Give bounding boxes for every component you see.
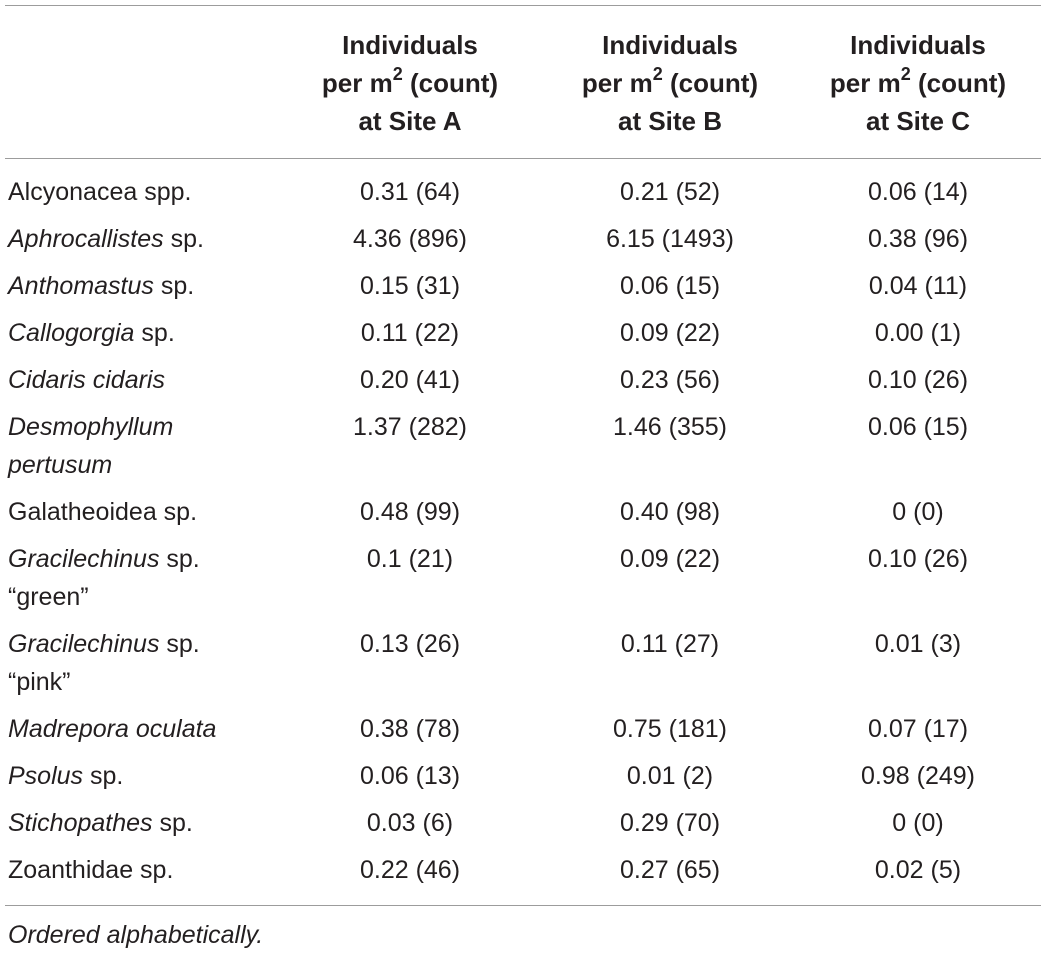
species-name-plain: Zoanthidae sp. (8, 856, 174, 884)
header-site-a-line2: per m (321, 68, 393, 98)
site-b-value-cell: 0.27 (65) (619, 856, 721, 884)
species-name-cell (5, 309, 275, 356)
species-name-italic: Aphrocallistes (8, 225, 164, 253)
site-b-value-cell: 0.29 (70) (619, 809, 721, 837)
table-row (5, 752, 1041, 799)
header-site-c-sup: 2 (900, 64, 911, 85)
site-b-value-cell: 0.06 (15) (619, 272, 721, 300)
site-b-value-cell: 0.09 (22) (619, 319, 721, 347)
site-a-value-cell: 4.36 (896) (353, 225, 467, 253)
species-name-plain: sp. (153, 272, 195, 300)
species-density-table-container (5, 5, 1041, 954)
site-c-value-cell: 0.01 (3) (874, 630, 962, 658)
species-name-plain: sp. (134, 319, 175, 347)
site-c-value-cell: 0.07 (17) (867, 715, 969, 743)
site-c-value-cell: 0 (0) (892, 809, 944, 837)
site-b-value-cell: 0.40 (98) (619, 498, 721, 526)
table-row (5, 488, 1041, 535)
species-name-italic: Callogorgia (8, 319, 135, 347)
species-name-cell (5, 620, 275, 705)
header-site-b-sup: 2 (652, 64, 663, 85)
species-name-plain: sp. (83, 762, 124, 790)
site-b-value-cell: 0.21 (52) (619, 178, 721, 206)
species-name-cell (5, 262, 275, 309)
species-name-cell (5, 159, 275, 215)
site-c-value-cell: 0.98 (249) (861, 762, 975, 790)
species-name-italic: Stichopathes (8, 809, 153, 837)
species-name-cell (5, 488, 275, 535)
species-name-cell (5, 799, 275, 846)
header-site-c-line2-post: (count) (910, 68, 1007, 98)
site-a-value-cell: 0.13 (26) (359, 630, 461, 658)
site-b-value-cell: 0.01 (2) (626, 762, 714, 790)
site-a-value-cell: 0.38 (78) (359, 715, 461, 743)
site-b-value-cell: 1.46 (355) (613, 413, 727, 441)
species-name-cell (5, 403, 275, 488)
header-site-a-line3: at Site A (358, 106, 462, 136)
species-name-plain: Alcyonacea spp. (8, 178, 192, 206)
species-name-qualifier: “pink” (8, 668, 71, 696)
species-name-cell (5, 846, 275, 905)
header-species (5, 6, 275, 158)
header-site-b-line2-post: (count) (662, 68, 759, 98)
site-c-value-cell: 0.06 (15) (867, 413, 969, 441)
table-row (5, 159, 1041, 215)
species-name-cell (5, 535, 275, 620)
site-a-value-cell: 0.48 (99) (359, 498, 461, 526)
site-a-value-cell: 0.03 (6) (366, 809, 454, 837)
table-row (5, 262, 1041, 309)
site-c-value-cell: 0.06 (14) (867, 178, 969, 206)
species-name-cell (5, 752, 275, 799)
site-c-value-cell: 0 (0) (892, 498, 944, 526)
species-name-italic: Cidaris cidaris (8, 366, 165, 394)
header-site-b (545, 6, 795, 158)
site-a-value-cell: 1.37 (282) (353, 413, 467, 441)
site-c-value-cell: 0.00 (1) (874, 319, 962, 347)
site-a-value-cell: 0.22 (46) (359, 856, 461, 884)
site-a-value-cell: 0.1 (21) (366, 545, 454, 573)
header-site-b-line1: Individuals (602, 30, 738, 60)
site-c-value-cell: 0.04 (11) (868, 272, 968, 300)
site-b-value-cell: 6.15 (1493) (606, 225, 734, 253)
site-b-value-cell: 0.09 (22) (619, 545, 721, 573)
header-site-c-line1: Individuals (850, 30, 986, 60)
header-site-a-line2-post: (count) (402, 68, 499, 98)
species-name-plain: sp. (159, 545, 200, 573)
table-row (5, 356, 1041, 403)
species-name-cell (5, 356, 275, 403)
species-name-italic: Madrepora oculata (8, 715, 217, 743)
species-name-italic: Gracilechinus (8, 630, 160, 658)
site-a-value-cell: 0.31 (64) (359, 178, 461, 206)
species-name-plain: Galatheoidea sp. (8, 498, 198, 526)
table-row (5, 620, 1041, 705)
table-body (5, 159, 1041, 905)
site-a-value-cell: 0.11 (22) (360, 319, 460, 347)
site-c-value-cell: 0.38 (96) (867, 225, 969, 253)
header-row (5, 6, 1041, 158)
table-row (5, 535, 1041, 620)
table-row (5, 309, 1041, 356)
species-name-cell (5, 215, 275, 262)
header-site-a-sup: 2 (392, 64, 403, 85)
table-row (5, 846, 1041, 905)
site-a-value-cell: 0.20 (41) (359, 366, 461, 394)
table-row (5, 403, 1041, 488)
site-b-value-cell: 0.23 (56) (619, 366, 721, 394)
header-site-b-line3: at Site B (617, 106, 723, 136)
header-site-c-line2: per m (829, 68, 901, 98)
species-name-plain: sp. (163, 225, 204, 253)
table-row (5, 799, 1041, 846)
header-site-a-line1: Individuals (342, 30, 478, 60)
table-row (5, 705, 1041, 752)
species-name-italic: Gracilechinus (8, 545, 160, 573)
site-b-value-cell: 0.75 (181) (613, 715, 727, 743)
header-site-b-line2: per m (581, 68, 653, 98)
site-a-value-cell: 0.06 (13) (359, 762, 461, 790)
site-c-value-cell: 0.10 (26) (867, 545, 969, 573)
header-site-c (795, 6, 1041, 158)
species-density-table (5, 6, 1041, 905)
table-footnote: Ordered alphabetically. (8, 921, 264, 949)
site-a-value-cell: 0.15 (31) (359, 272, 461, 300)
species-name-italic: Desmophyllum pertusum (8, 413, 174, 479)
site-c-value-cell: 0.02 (5) (874, 856, 962, 884)
species-name-cell (5, 705, 275, 752)
site-c-value-cell: 0.10 (26) (867, 366, 969, 394)
species-name-italic: Psolus (8, 762, 84, 790)
species-name-plain: sp. (152, 809, 193, 837)
header-site-a (275, 6, 545, 158)
table-row (5, 215, 1041, 262)
species-name-italic: Anthomastus (8, 272, 154, 300)
site-b-value-cell: 0.11 (27) (620, 630, 720, 658)
species-name-plain: sp. (159, 630, 200, 658)
species-name-qualifier: “green” (8, 583, 89, 611)
header-site-c-line3: at Site C (865, 106, 971, 136)
